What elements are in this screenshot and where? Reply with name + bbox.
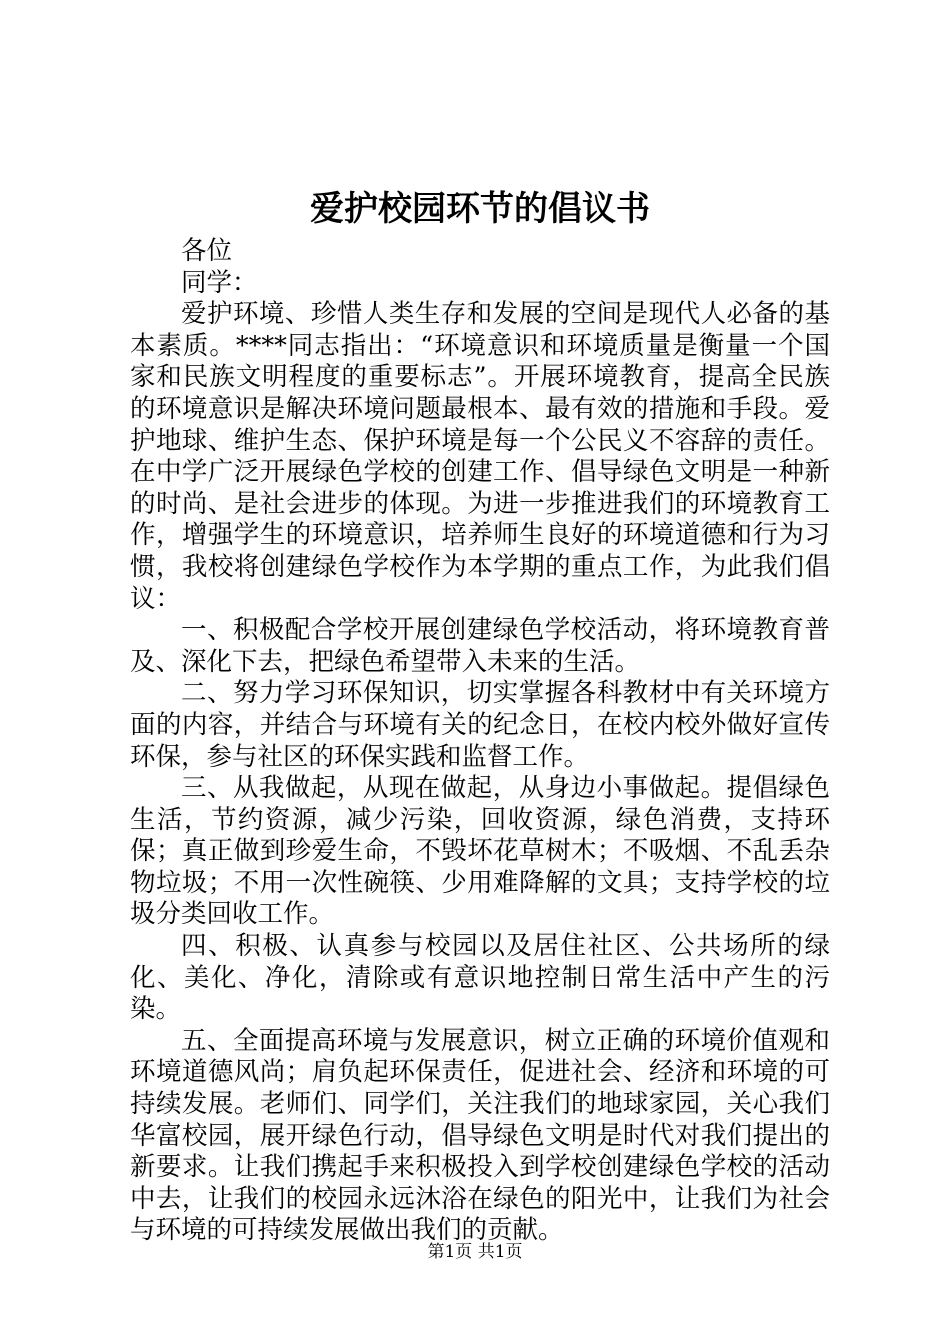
paragraph-item-2: 二、努力学习环保知识，切实掌握各科教材中有关环境方面的内容，并结合与环境有关的纪念日，在校内校外做好宣传环保，参与社区的环保实践和监督工作。 bbox=[130, 678, 830, 772]
document-body bbox=[130, 236, 830, 1247]
salutation-line-1: 各位 bbox=[181, 236, 233, 266]
paragraph-item-1: 一、积极配合学校开展创建绿色学校活动，将环境教育普及、深化下去，把绿色希望带入未来的生活。 bbox=[130, 615, 830, 677]
paragraph-intro: 爱护环境、珍惜人类生存和发展的空间是现代人必备的基本素质。****同志指出：“环境意识和环境质量是衡量一个国家和民族文明程度的重要标志”。开展环境教育，提高全民族的环境意识是解决环境问题最根本、最有效的措施和手段。爱护地球、维护生态、保护环境是每一个公民义不容辞的责任。在中学广泛开展绿色学校的创建工作、倡导绿色文明是一种新的时尚、是社会进步的体现。为进一步推进我们的环境教育工作，增强学生的环境意识，培养师生良好的环境道德和行为习惯，我校将创建绿色学校作为本学期的重点工作，为此我们倡议： bbox=[130, 299, 830, 614]
document-title: 爱护校园环节的倡议书 bbox=[310, 189, 650, 229]
paragraph-item-4: 四、积极、认真参与校园以及居住社区、公共场所的绿化、美化、净化，清除或有意识地控制日常生活中产生的污染。 bbox=[130, 931, 830, 1025]
paragraph-item-3: 三、从我做起，从现在做起，从身边小事做起。提倡绿色生活，节约资源，减少污染，回收资源，绿色消费，支持环保；真正做到珍爱生命，不毁坏花草树木；不吸烟、不乱丢杂物垃圾；不用一次性碗筷、少用难降解的文具；支持学校的垃圾分类回收工作。 bbox=[130, 773, 830, 930]
salutation-line-2: 同学： bbox=[181, 267, 258, 298]
paragraph-item-5: 五、全面提高环境与发展意识，树立正确的环境价值观和环境道德风尚；肩负起环保责任，促进社会、经济和环境的可持续发展。老师们、同学们，关注我们的地球家园，关心我们华富校园，展开绿色行动，倡导绿色文明是时代对我们提出的新要求。让我们携起手来积极投入到学校创建绿色学校的活动中去，让我们的校园永远沐浴在绿色的阳光中，让我们为社会与环境的可持续发展做出我们的贡献。 bbox=[130, 1025, 830, 1246]
page-number-footer: 第1页 共1页 bbox=[427, 1242, 523, 1262]
